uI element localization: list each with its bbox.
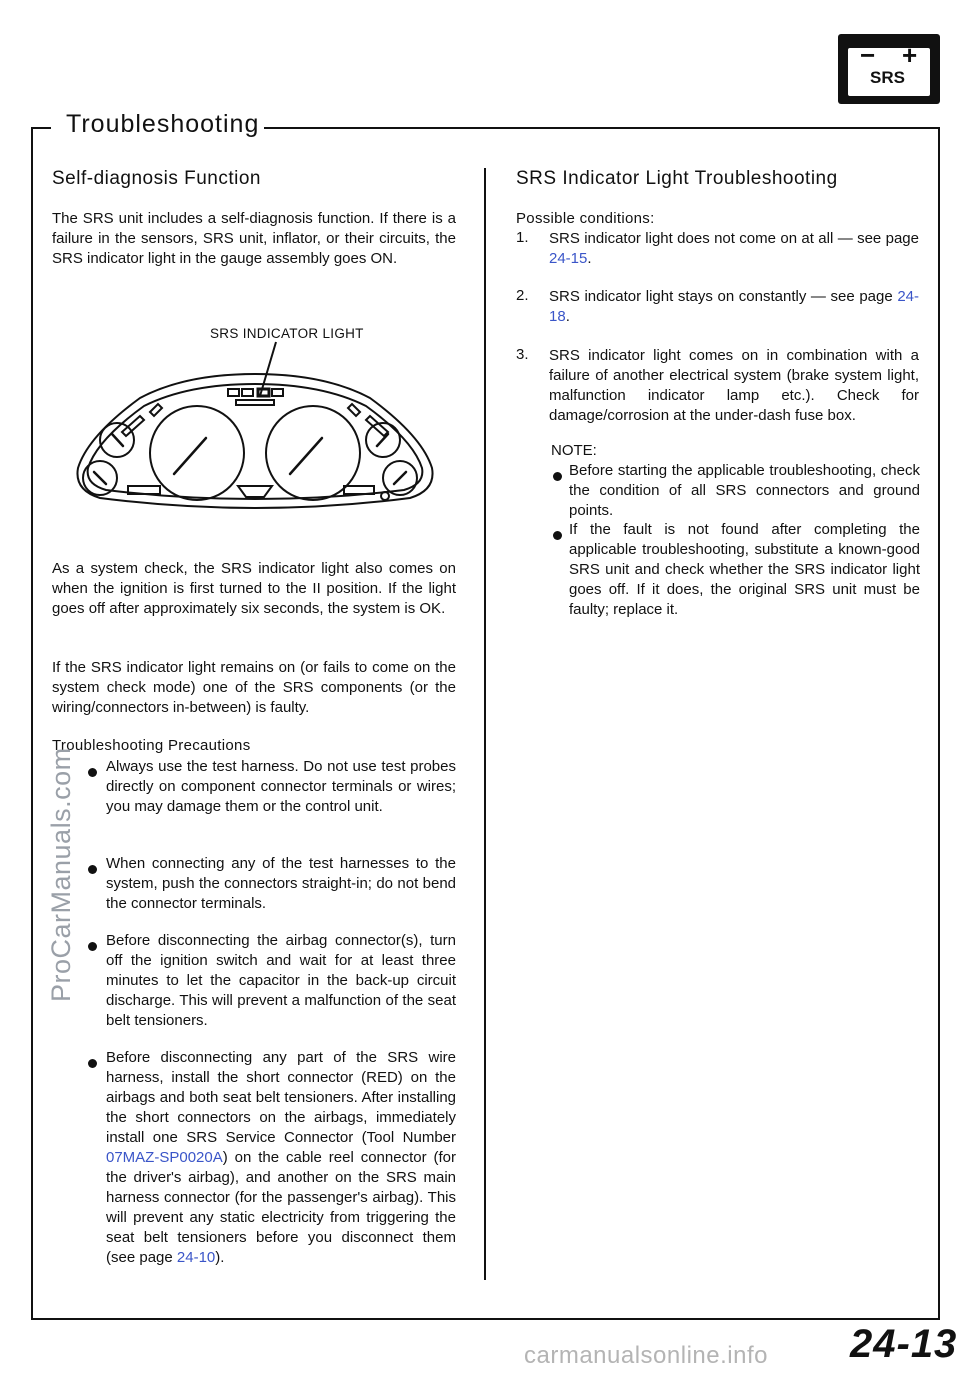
footer-watermark: carmanualsonline.info	[524, 1342, 768, 1369]
bullet-icon	[553, 468, 562, 486]
page-number: 24-13	[850, 1322, 958, 1366]
frame-border	[31, 1318, 940, 1320]
plus-sign: +	[902, 40, 918, 70]
diagram-label: SRS INDICATOR LIGHT	[210, 326, 364, 341]
bullet-icon	[88, 861, 97, 879]
bullet-icon	[88, 1055, 97, 1073]
gauge-cluster-diagram	[70, 340, 440, 512]
section-heading-srs-indicator: SRS Indicator Light Troubleshooting	[516, 168, 838, 189]
section-heading-self-diagnosis: Self-diagnosis Function	[52, 168, 261, 189]
faulty-component-paragraph: If the SRS indicator light remains on (or fails to come on the system check mode) one of the SRS components (or the wiring/connectors in-between) is faulty.	[52, 659, 456, 716]
column-divider	[484, 168, 486, 1280]
bullet-icon	[553, 527, 562, 545]
precaution-item: Before disconnecting the airbag connector(s), turn off the ignition switch and wait for at least three minutes to let the capacitor in the back-up circuit discharge. This will prevent a malfunction of the seat belt tensioners.	[106, 932, 456, 1029]
frame-border	[938, 127, 940, 1319]
page-link-24-15[interactable]: 24-15	[549, 250, 588, 267]
condition-item: SRS indicator light stays on constantly — see page 24-18.	[549, 288, 919, 325]
note-label: NOTE:	[551, 442, 597, 459]
page-link-24-10[interactable]: 24-10	[176, 1249, 216, 1266]
tool-number-link[interactable]: 07MAZ-SP0020A	[106, 1149, 223, 1166]
condition-item: SRS indicator light comes on in combination with a failure of another electrical system (brake system light, malfunction indicator lamp etc.). Check for damage/corrosion at the under-dash fuse box.	[549, 347, 919, 424]
precautions-heading: Troubleshooting Precautions	[52, 737, 251, 754]
list-number: 3.	[516, 346, 529, 363]
condition-item: SRS indicator light does not come on at all — see page 24-15.	[549, 230, 919, 267]
precaution-item: Always use the test harness. Do not use test probes directly on component connector terminals or wires; you may damage them or the control unit.	[106, 758, 456, 815]
badge-label: SRS	[870, 68, 905, 87]
frame-border	[264, 127, 940, 129]
system-check-paragraph: As a system check, the SRS indicator light also comes on when the ignition is first turned to the II position. If the light goes off after approximately six seconds, the system is OK.	[52, 560, 456, 617]
bullet-icon	[88, 938, 97, 956]
list-number: 2.	[516, 287, 529, 304]
bullet-icon	[88, 764, 97, 782]
intro-paragraph: The SRS unit includes a self-diagnosis function. If there is a failure in the sensors, SRS unit, inflator, or their circuits, the SRS indicator light in the gauge assembly goes ON.	[52, 210, 456, 267]
srs-battery-badge	[838, 34, 940, 104]
page-title: Troubleshooting	[62, 110, 263, 139]
page-link-24-18[interactable]: 24-18	[549, 288, 919, 325]
conditions-heading: Possible conditions:	[516, 210, 655, 227]
minus-sign: −	[860, 40, 876, 70]
list-number: 1.	[516, 229, 529, 246]
side-watermark: ProCarManuals.com	[46, 747, 76, 1002]
precaution-item: When connecting any of the test harnesses to the system, push the connectors straight-in; do not bend the connector terminals.	[106, 855, 456, 912]
note-item: If the fault is not found after completing the applicable troubleshooting, substitute a known-good SRS unit and check whether the SRS indicator light goes off. If it does, the original SRS unit must be faulty; replace it.	[569, 521, 920, 618]
note-item: Before starting the applicable troubleshooting, check the condition of all SRS connectors and ground points.	[569, 462, 920, 519]
precaution-item: Before disconnecting any part of the SRS wire harness, install the short connector (RED) on the airbags and both seat belt tensioners. After installing the short connectors on the airbags, immediately install one SRS Service Connector (Tool Number 07MAZ-SP0020A) on the cable reel connector (for the driver's airbag), and another on the SRS main harness connector (for the passenger's airbag). This will prevent any static electricity from triggering the seat belt tensioners before you disconnect them (see page 24-10).	[106, 1049, 456, 1266]
frame-border	[31, 127, 51, 129]
